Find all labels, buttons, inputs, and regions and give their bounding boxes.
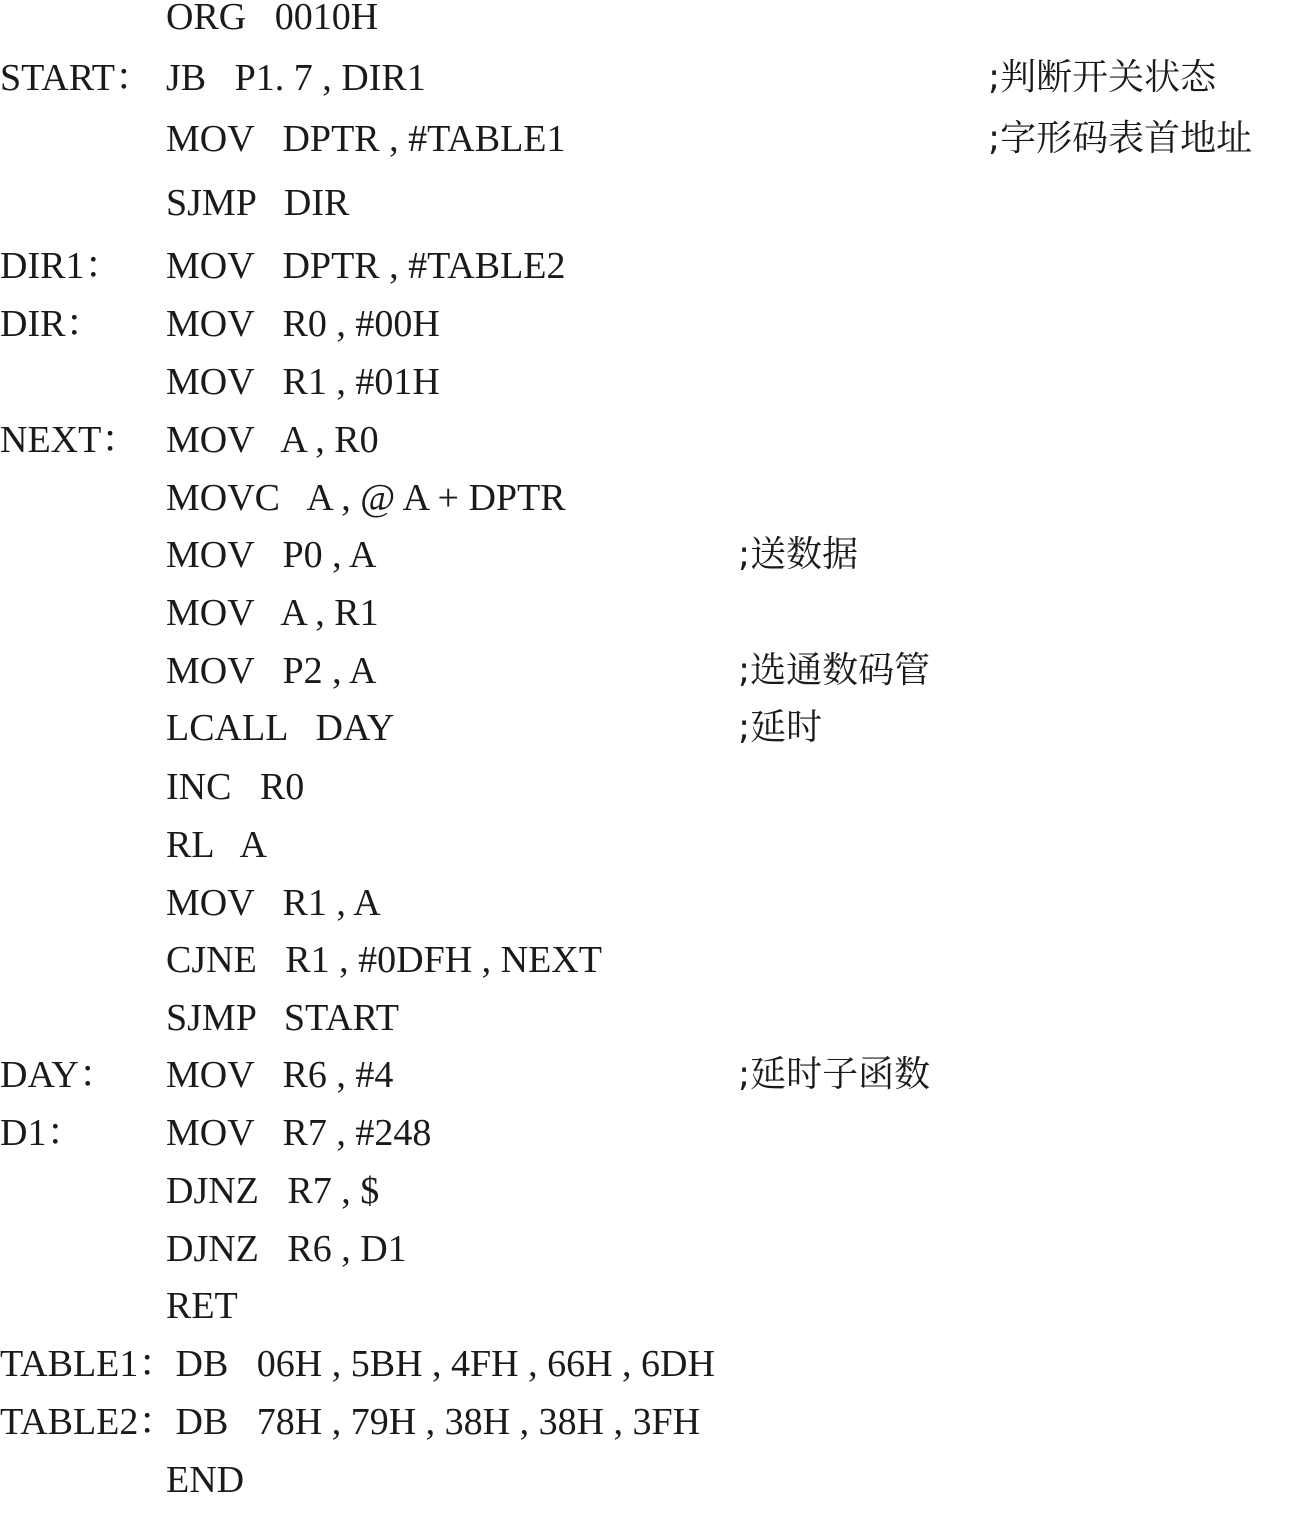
- line-instruction: MOV R6 , #4: [166, 1054, 394, 1096]
- code-line: [0, 59, 1292, 117]
- line-instruction: MOV A , R1: [166, 592, 379, 634]
- line-instruction: RET: [166, 1285, 238, 1327]
- code-line: [0, 1403, 1292, 1461]
- line-instruction: INC R0: [166, 766, 305, 808]
- line-label: TABLE2：: [0, 1401, 177, 1443]
- code-line: [0, 941, 1292, 999]
- code-line: [0, 120, 1292, 178]
- code-line: [0, 884, 1292, 942]
- line-instruction: MOV R1 , #01H: [166, 361, 440, 403]
- line-label: START：: [0, 57, 154, 99]
- line-comment: ;送数据: [738, 534, 859, 575]
- line-comment: ;判断开关状态: [988, 57, 1217, 98]
- line-instruction: MOV R0 , #00H: [166, 303, 440, 345]
- code-line: [0, 1114, 1292, 1172]
- code-line: [0, 305, 1292, 363]
- code-line: [0, 1230, 1292, 1288]
- line-label: D1：: [0, 1112, 85, 1154]
- code-line: [0, 594, 1292, 652]
- line-instruction: SJMP DIR: [166, 182, 350, 224]
- line-instruction: MOV R1 , A: [166, 882, 381, 924]
- line-label: NEXT：: [0, 419, 140, 461]
- code-line: [0, 479, 1292, 537]
- code-line: [0, 247, 1292, 305]
- code-line: [0, 826, 1292, 884]
- line-instruction: END: [166, 1459, 245, 1501]
- code-line: [0, 709, 1292, 767]
- line-instruction: MOV R7 , #248: [166, 1112, 432, 1154]
- line-instruction: LCALL DAY: [166, 707, 395, 749]
- code-line: [0, 0, 1292, 56]
- line-instruction: DJNZ R7 , $: [166, 1170, 380, 1212]
- code-line: [0, 1056, 1292, 1114]
- line-comment: ;字形码表首地址: [988, 118, 1253, 159]
- line-instruction: MOV P0 , A: [166, 534, 377, 576]
- line-instruction: JB P1. 7 , DIR1: [166, 57, 426, 99]
- line-instruction: DB 78H , 79H , 38H , 38H , 3FH: [166, 1401, 701, 1443]
- line-instruction: MOV A , R0: [166, 419, 379, 461]
- code-line: [0, 363, 1292, 421]
- line-instruction: MOVC A , @ A + DPTR: [166, 477, 566, 519]
- line-instruction: CJNE R1 , #0DFH , NEXT: [166, 939, 602, 981]
- code-line: [0, 768, 1292, 826]
- line-instruction: MOV DPTR , #TABLE1: [166, 118, 566, 160]
- line-label: TABLE1：: [0, 1343, 177, 1385]
- line-label: DAY：: [0, 1054, 117, 1096]
- code-line: [0, 184, 1292, 242]
- code-line: [0, 999, 1292, 1057]
- line-comment: ;延时: [738, 707, 823, 748]
- line-label: DIR1：: [0, 245, 123, 287]
- line-instruction: DB 06H , 5BH , 4FH , 66H , 6DH: [166, 1343, 715, 1385]
- code-line: [0, 1461, 1292, 1519]
- line-comment: ;选通数码管: [738, 650, 931, 691]
- line-instruction: ORG 0010H: [166, 0, 379, 38]
- line-instruction: MOV DPTR , #TABLE2: [166, 245, 566, 287]
- line-instruction: SJMP START: [166, 997, 399, 1039]
- code-line: [0, 1287, 1292, 1345]
- code-line: [0, 1172, 1292, 1230]
- code-line: [0, 536, 1292, 594]
- line-instruction: RL A: [166, 824, 267, 866]
- line-instruction: DJNZ R6 , D1: [166, 1228, 407, 1270]
- line-label: DIR：: [0, 303, 104, 345]
- line-instruction: MOV P2 , A: [166, 650, 377, 692]
- line-comment: ;延时子函数: [738, 1054, 931, 1095]
- code-line: [0, 1345, 1292, 1403]
- code-line: [0, 652, 1292, 710]
- code-line: [0, 421, 1292, 479]
